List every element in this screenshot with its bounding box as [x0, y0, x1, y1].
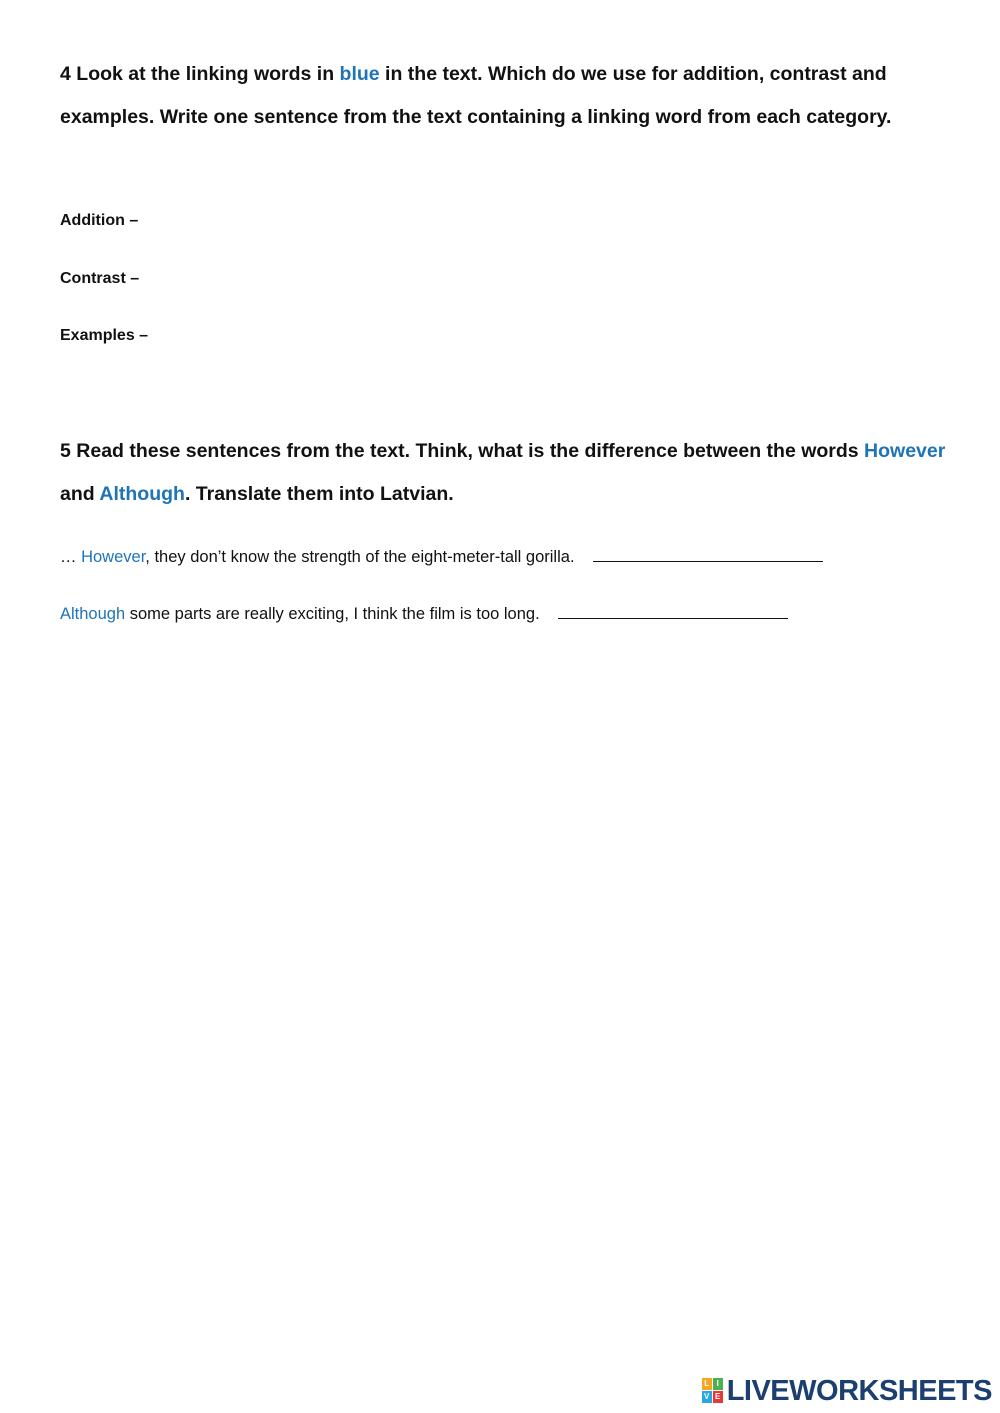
question-5-instructions: [60, 430, 960, 516]
sentence-rest: , they don’t know the strength of the eight-meter-tall gorilla.: [145, 548, 575, 566]
live-icon: L I V E: [702, 1378, 724, 1404]
liveworksheets-logo: [702, 1375, 992, 1407]
highlight-word-although: Although: [99, 483, 185, 505]
question-number: 5: [60, 440, 71, 462]
question-number: 4: [60, 63, 71, 85]
question-text-cont: in the text. Which do we use for addition, contrast and examples. Write one sentence from the text containing a linking word from each category.: [60, 63, 892, 128]
question-text-and: and: [60, 483, 100, 505]
question-4-instructions: [60, 53, 960, 139]
answer-blank[interactable]: [593, 545, 823, 562]
question-text: Read these sentences from the text. Think, what is the difference between the words: [70, 440, 865, 462]
question-text: Look at the linking words in: [70, 63, 340, 85]
sentence-rest: some parts are really exciting, I think the film is too long.: [125, 605, 540, 623]
sentence-although: [60, 602, 960, 625]
sentence-prefix: …: [60, 548, 82, 566]
category-label-addition: Addition –: [60, 212, 139, 229]
question-text-cont: . Translate them into Latvian.: [184, 483, 454, 505]
category-label-contrast: Contrast –: [60, 270, 140, 287]
category-label-examples: Examples –: [60, 327, 149, 344]
sentence-however: [60, 545, 960, 568]
linking-word: However: [81, 548, 146, 566]
brand-name: LIVEWORKSHEETS: [726, 1374, 992, 1407]
linking-word: Although: [60, 605, 126, 623]
highlight-word-blue: blue: [339, 63, 380, 85]
highlight-word-however: However: [864, 440, 946, 462]
answer-blank[interactable]: [558, 602, 788, 619]
